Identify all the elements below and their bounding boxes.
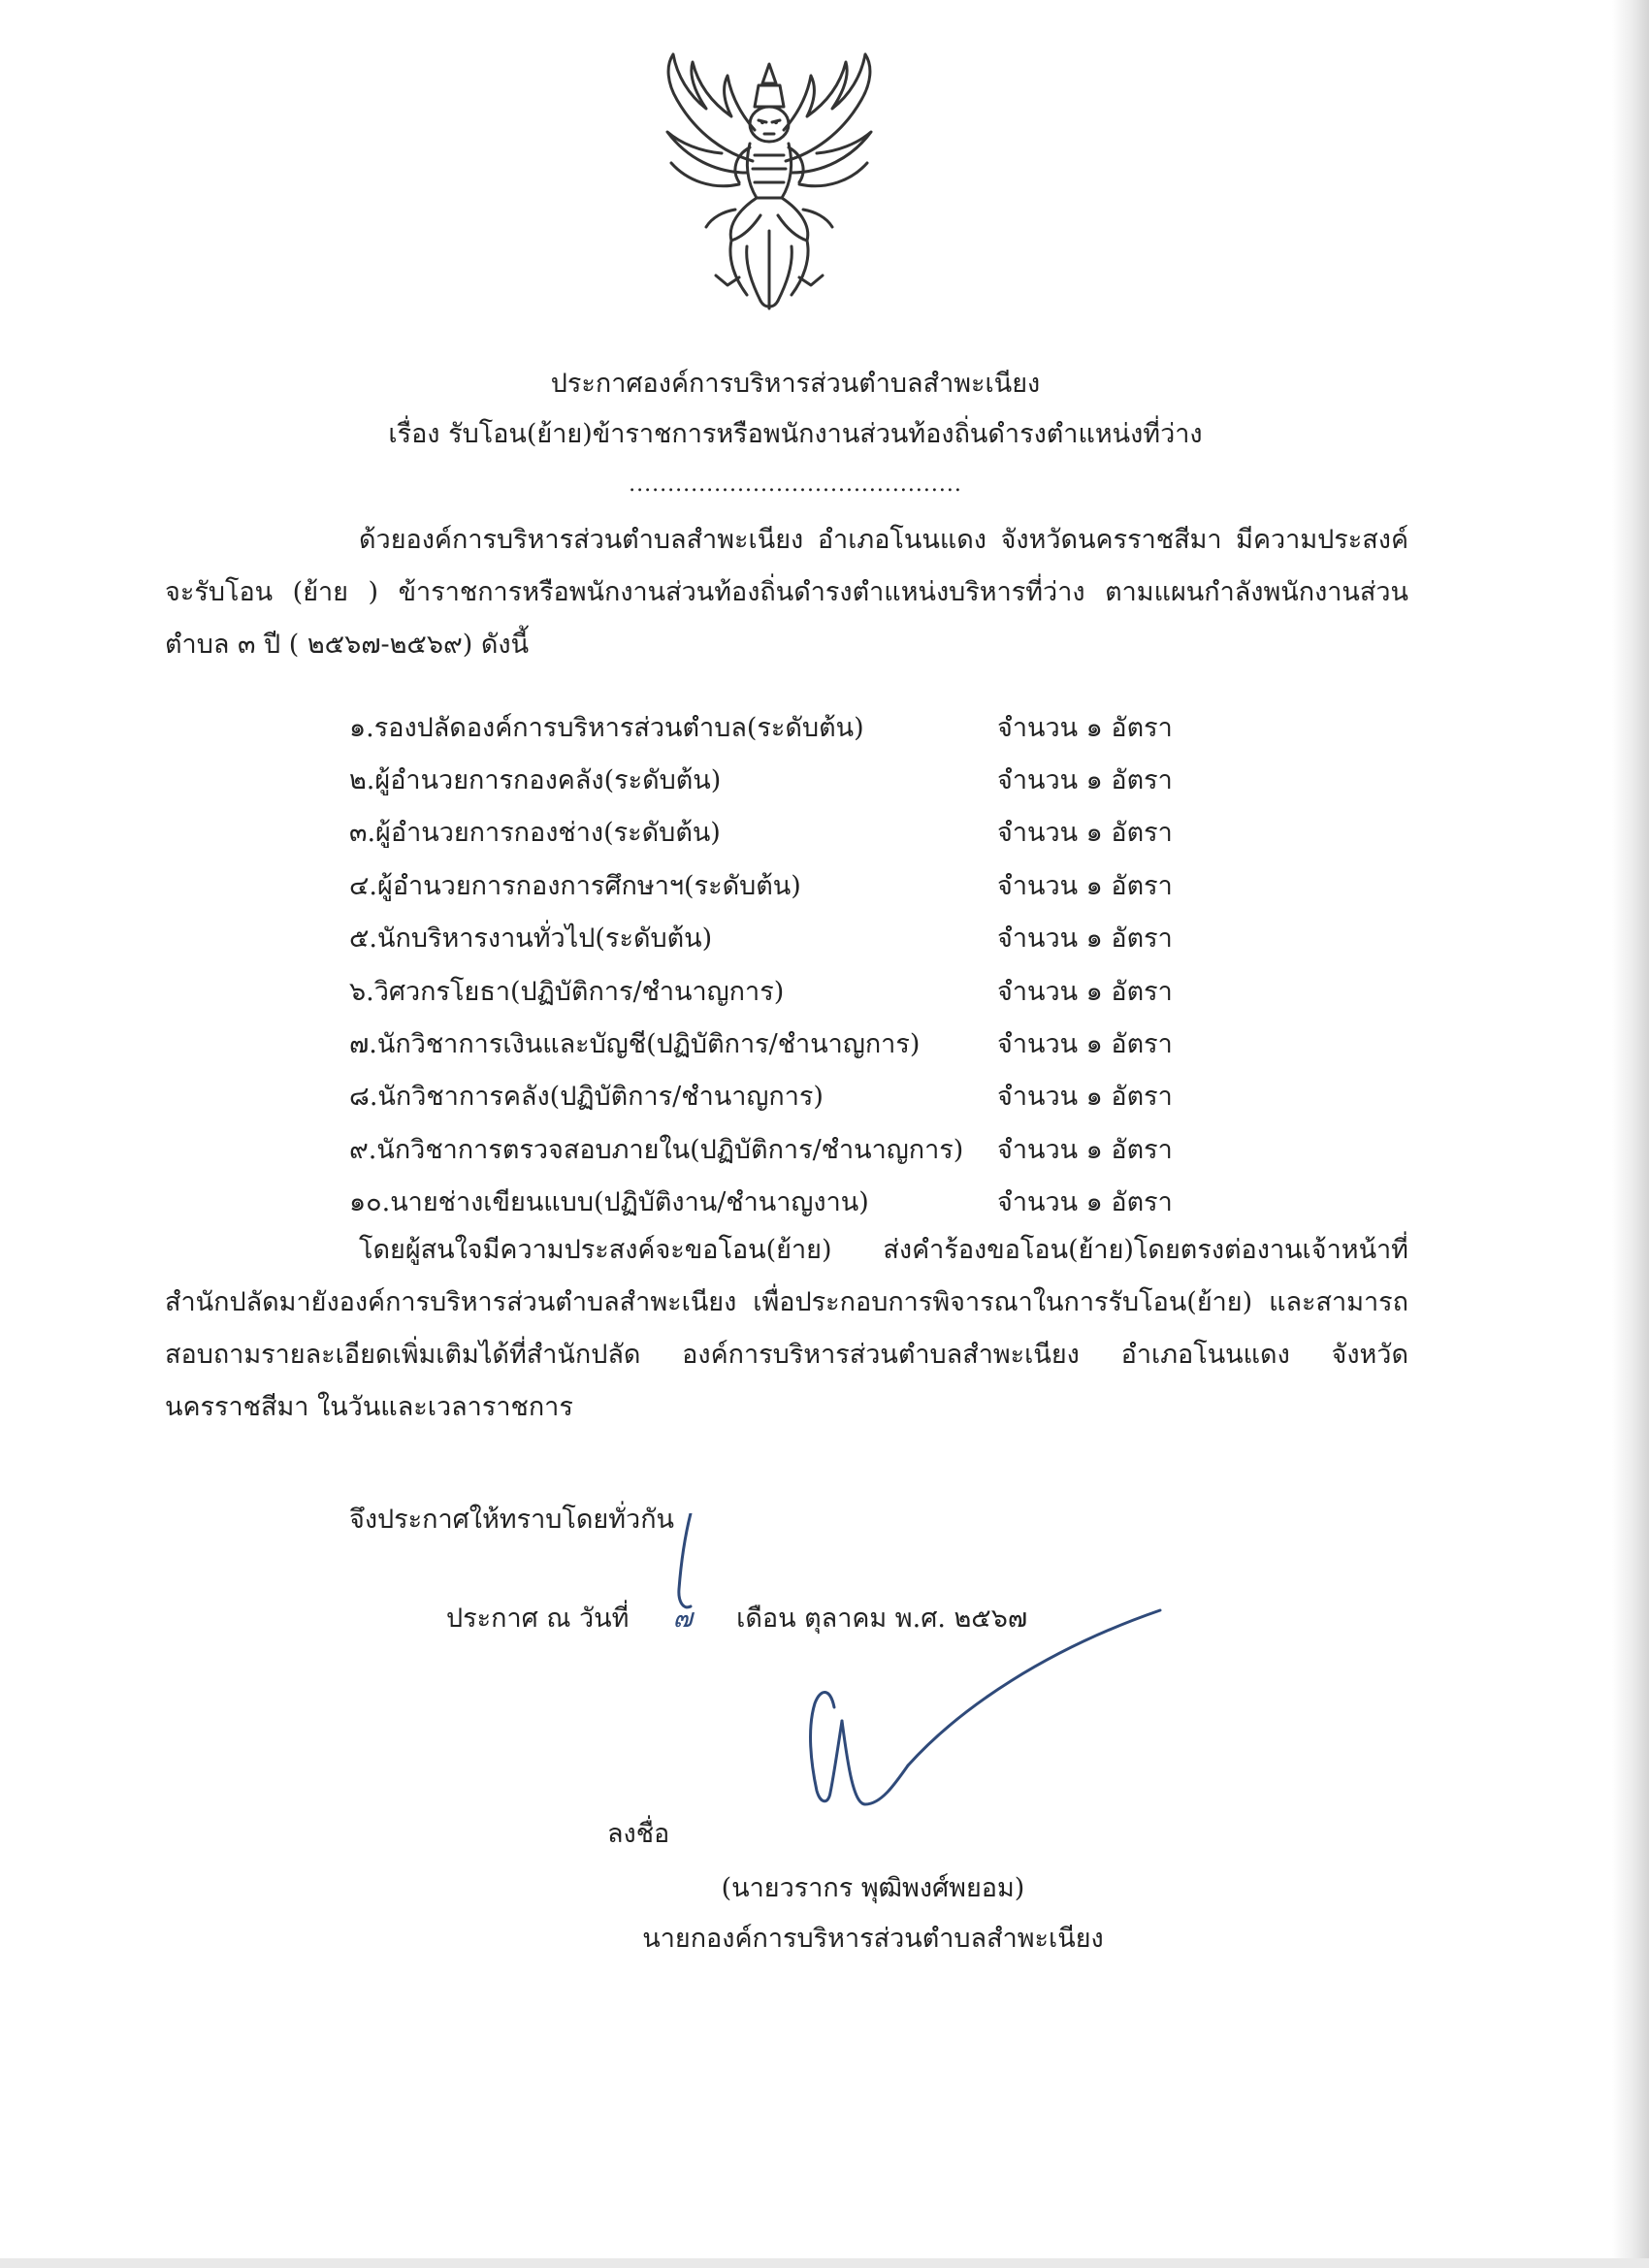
position-count: จำนวน ๑ อัตรา (997, 976, 1173, 1007)
intro-paragraph: ด้วยองค์การบริหารส่วนตำบลสำพะเนียง อำเภอโนนแดง จังหวัดนครราชสีมา มีความประสงค์จะรับโอน (ย้าย ) ข้าราชการหรือพนักงานส่วนท้องถิ่นดำรงตำแหน่งบริหารที่ว่าง ตามแผนกำลังพนักงานส่วนตำบล ๓ ปี ( ๒๕๖๗-๒๕๖๙) ดังนี้ (165, 525, 1408, 660)
closing-paragraph: โดยผู้สนใจมีความประสงค์จะขอโอน(ย้าย) ส่งคำร้องขอโอน(ย้าย)โดยตรงต่องานเจ้าหน้าที่สำนักปลัดมายังองค์การบริหารส่วนตำบลสำพะเนียง เพื่อประกอบการพิจารณาในการรับโอน(ย้าย) และสามารถสอบถามรายละเอียดเพิ่มเติมได้ที่สำนักปลัด องค์การบริหารส่วนตำบลสำพะเนียง อำเภอโนนแดง จังหวัดนครราชสีมา ในวันและเวลาราชการ (165, 1235, 1408, 1422)
position-count: จำนวน ๑ อัตรา (997, 923, 1173, 955)
handwritten-signature (640, 1513, 1183, 1863)
position-name: ๑.รองปลัดองค์การบริหารส่วนตำบล(ระดับต้น) (349, 712, 864, 743)
announcement-statement: จึงประกาศให้ทราบโดยทั่วกัน (349, 1505, 674, 1535)
position-row (349, 753, 1222, 805)
position-name: ๗.นักวิชาการเงินและบัญชี(ปฏิบัติการ/ชำนาญการ) (349, 1029, 921, 1060)
position-row (349, 964, 1222, 1017)
position-name: ๕.นักบริหารงานทั่วไป(ระดับต้น) (349, 923, 713, 955)
position-count: จำนวน ๑ อัตรา (997, 1029, 1173, 1060)
position-count: จำนวน ๑ อัตรา (997, 818, 1173, 849)
position-row (349, 859, 1222, 911)
announcement-subject: เรื่อง รับโอน(ย้าย)ข้าราชการหรือพนักงานส่วนท้องถิ่นดำรงตำแหน่งที่ว่าง (388, 419, 1203, 449)
position-row (349, 806, 1222, 859)
scan-edge-bottom (0, 2258, 1649, 2268)
position-row (349, 1176, 1222, 1228)
position-name: ๓.ผู้อำนวยการกองช่าง(ระดับต้น) (349, 818, 721, 849)
positions-list (349, 700, 1222, 1228)
signature-label: ลงชื่อ (607, 1819, 670, 1849)
position-row (349, 1122, 1222, 1175)
date-prefix: ประกาศ ณ วันที่ (446, 1604, 630, 1634)
position-count: จำนวน ๑ อัตรา (997, 765, 1173, 796)
signer-title: นายกองค์การบริหารส่วนตำบลสำพะเนียง (642, 1924, 1104, 1954)
position-count: จำนวน ๑ อัตรา (997, 870, 1173, 901)
scan-edge (1612, 0, 1649, 2268)
position-row (349, 700, 1222, 753)
position-row (349, 912, 1222, 964)
signer-name: (นายวรากร พุฒิพงศ์พยอม) (721, 1873, 1025, 1903)
position-name: ๙.นักวิชาการตรวจสอบภายใน(ปฏิบัติการ/ชำนาญการ) (349, 1134, 964, 1165)
position-name: ๘.นักวิชาการคลัง(ปฏิบัติการ/ชำนาญการ) (349, 1082, 824, 1113)
garuda-emblem (638, 47, 900, 318)
position-count: จำนวน ๑ อัตรา (997, 712, 1173, 743)
date-suffix: เดือน ตุลาคม พ.ศ. ๒๕๖๗ (736, 1604, 1028, 1634)
title-divider: ........................................... (629, 472, 962, 497)
position-count: จำนวน ๑ อัตรา (997, 1082, 1173, 1113)
position-count: จำนวน ๑ อัตรา (997, 1134, 1173, 1165)
position-name: ๑๐.นายช่างเขียนแบบ(ปฏิบัติงาน/ชำนาญงาน) (349, 1187, 869, 1218)
position-name: ๒.ผู้อำนวยการกองคลัง(ระดับต้น) (349, 765, 722, 796)
position-count: จำนวน ๑ อัตรา (997, 1187, 1173, 1218)
position-row (349, 1017, 1222, 1069)
date-day: ๗ (672, 1604, 693, 1634)
announcement-title: ประกาศองค์การบริหารส่วนตำบลสำพะเนียง (550, 369, 1041, 399)
position-name: ๔.ผู้อำนวยการกองการศึกษาฯ(ระดับต้น) (349, 870, 801, 901)
position-row (349, 1070, 1222, 1122)
position-name: ๖.วิศวกรโยธา(ปฏิบัติการ/ชำนาญการ) (349, 976, 785, 1007)
